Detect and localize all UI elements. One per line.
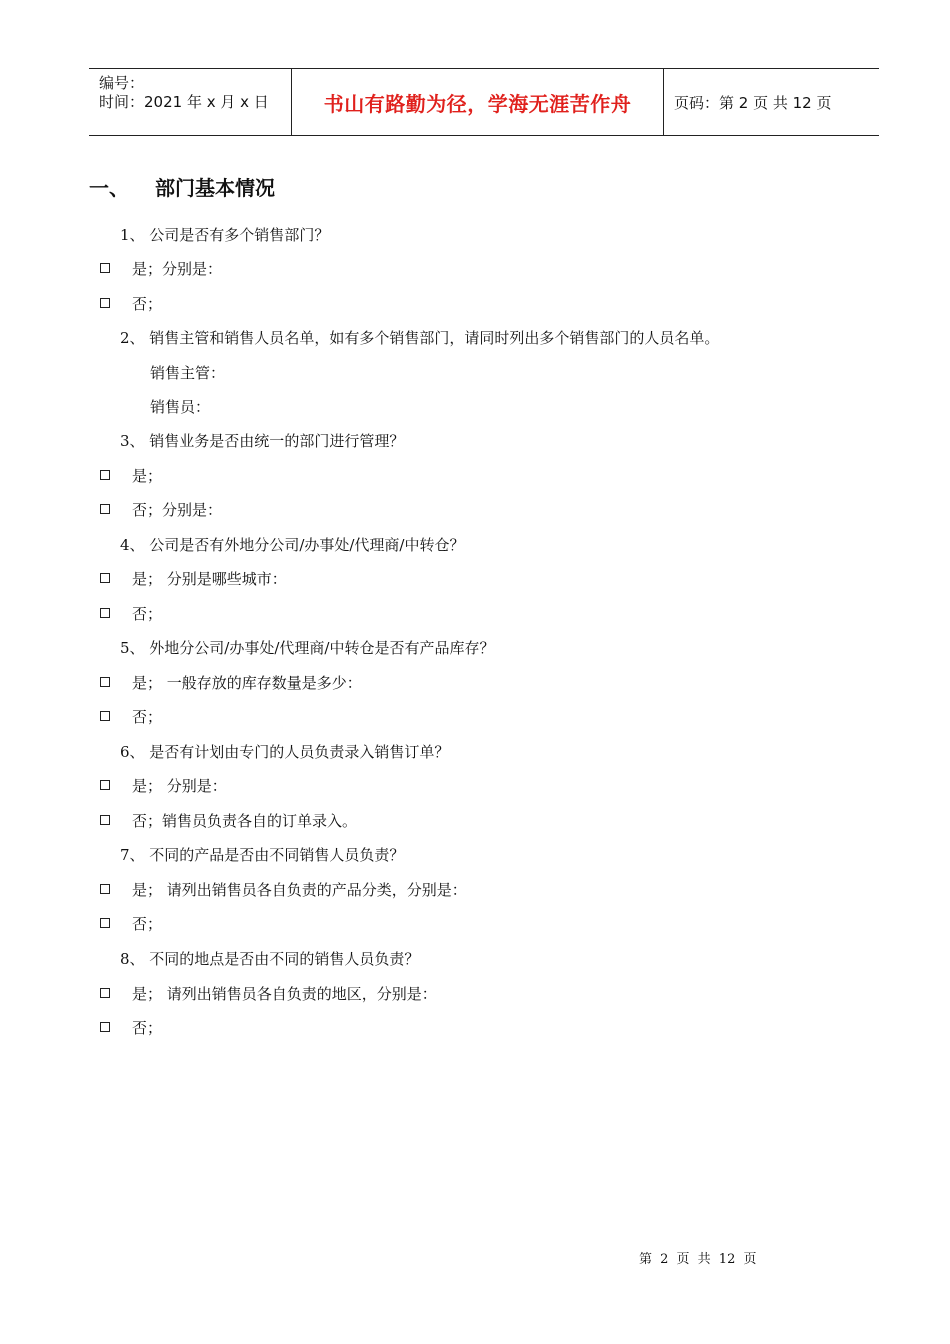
option-label: 是； 请列出销售员各自负责的地区，分别是： [132, 985, 437, 1003]
sales-staff-field: 销售员： [150, 398, 211, 416]
checkbox-icon[interactable] [100, 884, 110, 894]
option-q4-no[interactable] [100, 604, 162, 624]
option-q5-no[interactable] [100, 707, 162, 727]
option-label: 否； [132, 295, 163, 313]
checkbox-icon[interactable] [100, 608, 110, 618]
checkbox-icon[interactable] [100, 815, 110, 825]
question-8: 8、 不同的地点是否由不同的销售人员负责？ [120, 950, 420, 968]
header-page-cell [664, 69, 879, 135]
section-title: 部门基本情况 [155, 176, 275, 200]
question-2: 2、 销售主管和销售人员名单，如有多个销售部门，请同时列出多个销售部门的人员名单。 [120, 329, 720, 347]
checkbox-icon[interactable] [100, 573, 110, 583]
question-4: 4、 公司是否有外地分公司/办事处/代理商/中转仓？ [120, 536, 465, 554]
section-heading [89, 172, 275, 201]
option-q3-no[interactable] [100, 500, 222, 520]
question-7: 7、 不同的产品是否由不同销售人员负责？ [120, 846, 405, 864]
section-number: 一、 [89, 176, 129, 200]
option-label: 是； 分别是哪些城市： [132, 570, 287, 588]
option-q1-no[interactable] [100, 294, 162, 314]
question-1: 1、 公司是否有多个销售部门？ [120, 226, 330, 244]
motto-text: 书山有路勤为径，学海无涯苦作舟 [323, 91, 632, 116]
checkbox-icon[interactable] [100, 988, 110, 998]
code-label: 编号： [99, 74, 145, 92]
option-q7-yes[interactable] [100, 880, 467, 900]
option-label: 是； 请列出销售员各自负责的产品分类，分别是： [132, 881, 467, 899]
checkbox-icon[interactable] [100, 470, 110, 480]
option-q6-no[interactable] [100, 811, 357, 831]
option-label: 是；分别是： [132, 260, 223, 278]
document-header [89, 68, 879, 136]
sales-manager-field: 销售主管： [150, 364, 226, 382]
question-6: 6、 是否有计划由专门的人员负责录入销售订单？ [120, 743, 450, 761]
option-q3-yes[interactable] [100, 466, 162, 486]
checkbox-icon[interactable] [100, 504, 110, 514]
option-label: 是； 分别是： [132, 777, 227, 795]
option-q5-yes[interactable] [100, 673, 362, 693]
option-label: 否；分别是： [132, 501, 223, 519]
checkbox-icon[interactable] [100, 780, 110, 790]
header-motto-cell [291, 69, 664, 135]
option-q8-no[interactable] [100, 1018, 162, 1038]
option-q7-no[interactable] [100, 914, 162, 934]
checkbox-icon[interactable] [100, 711, 110, 721]
option-label: 否； [132, 708, 163, 726]
checkbox-icon[interactable] [100, 263, 110, 273]
checkbox-icon[interactable] [100, 918, 110, 928]
checkbox-icon[interactable] [100, 298, 110, 308]
option-q4-yes[interactable] [100, 569, 287, 589]
time-label: 时间：2021 年 x 月 x 日 [99, 93, 269, 111]
question-5: 5、 外地分公司/办事处/代理商/中转仓是否有产品库存？ [120, 639, 495, 657]
checkbox-icon[interactable] [100, 1022, 110, 1032]
page-label: 页码：第 2 页 共 12 页 [674, 93, 832, 112]
checkbox-icon[interactable] [100, 677, 110, 687]
option-label: 否； [132, 1019, 163, 1037]
page-footer: 第 2 页 共 12 页 [639, 1252, 757, 1267]
option-label: 是； 一般存放的库存数量是多少： [132, 674, 362, 692]
option-q1-yes[interactable] [100, 259, 222, 279]
option-label: 是； [132, 467, 163, 485]
option-q8-yes[interactable] [100, 984, 437, 1004]
question-3: 3、 销售业务是否由统一的部门进行管理？ [120, 432, 405, 450]
option-q6-yes[interactable] [100, 776, 227, 796]
option-label: 否； [132, 915, 163, 933]
header-meta-cell [89, 69, 291, 135]
option-label: 否；销售员负责各自的订单录入。 [132, 812, 358, 830]
option-label: 否； [132, 605, 163, 623]
